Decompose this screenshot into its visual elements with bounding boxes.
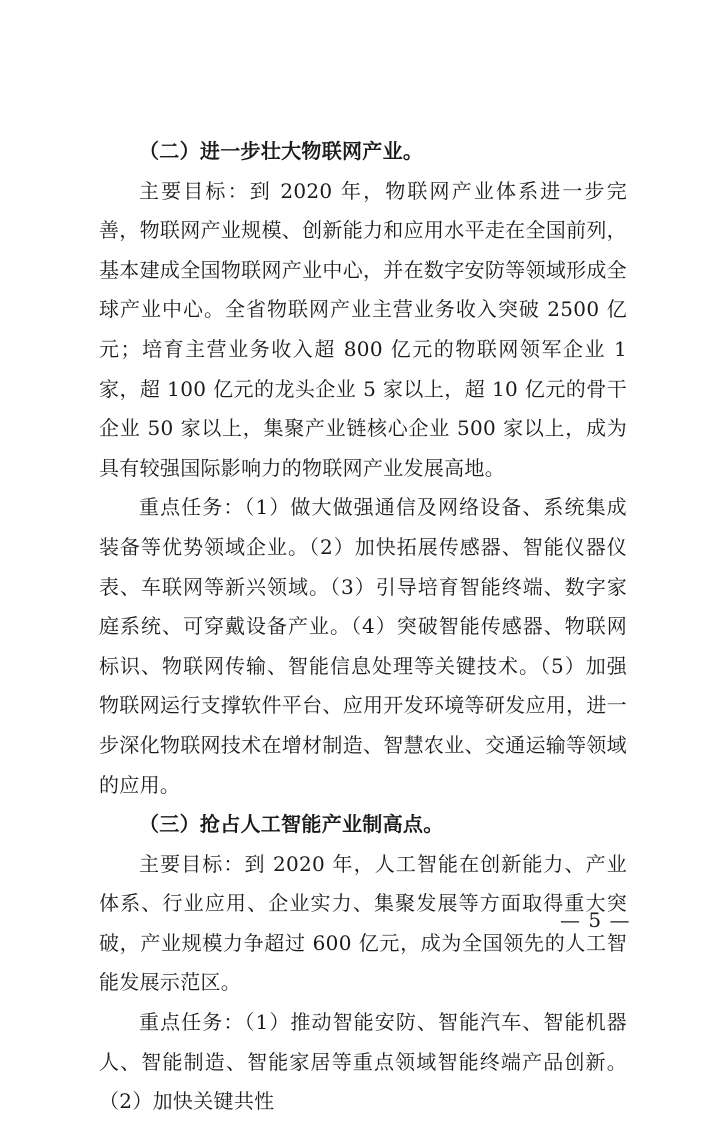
paragraph-ai-goals: 主要目标：到 2020 年，人工智能在创新能力、产业体系、行业应用、企业实力、集聚发展等方面取得重大突破，产业规模力争超过 600 亿元，成为全国领先的人工智能发展示范区。 xyxy=(99,851,627,995)
paragraph-ai-tasks: 重点任务：（1）推动智能安防、智能汽车、智能机器人、智能制造、智能家居等重点领域智能终端产品创新。（2）加快关键共性 xyxy=(99,1010,627,1114)
document-body xyxy=(99,132,627,1122)
section-heading-ai: （三）抢占人工智能产业制高点。 xyxy=(139,812,444,837)
section-heading-iot: （二）进一步壮大物联网产业。 xyxy=(139,139,424,163)
paragraph-iot-tasks: 重点任务：（1）做大做强通信及网络设备、系统集成装备等优势领域企业。（2）加快拓展传感器、智能仪器仪表、车联网等新兴领域。（3）引导培育智能终端、数字家庭系统、可穿戴设备产业。（4）突破智能传感器、物联网标识、物联网传输、智能信息处理等关键技术。（5）加强物联网运行支撑软件平台、应用开发环境等研发应用，进一步深化物联网技术在增材制造、智慧农业、交通运输等领域的应用。 xyxy=(99,495,627,797)
page-number: — 5 — xyxy=(560,908,631,932)
paragraph-iot-goals: 主要目标：到 2020 年，物联网产业体系进一步完善，物联网产业规模、创新能力和应用水平走在全国前列，基本建成全国物联网产业中心，并在数字安防等领域形成全球产业中心。全省物联网产业主营业务收入突破 2500 亿元；培育主营业务收入超 800 亿元的物联网领军企业 1 家，超 100 亿元的龙头企业 5 家以上，超 10 亿元的骨干企业 50 家以上，集聚产业链核心企业 500 家以上，成为具有较强国际影响力的物联网产业发展高地。 xyxy=(99,178,627,480)
